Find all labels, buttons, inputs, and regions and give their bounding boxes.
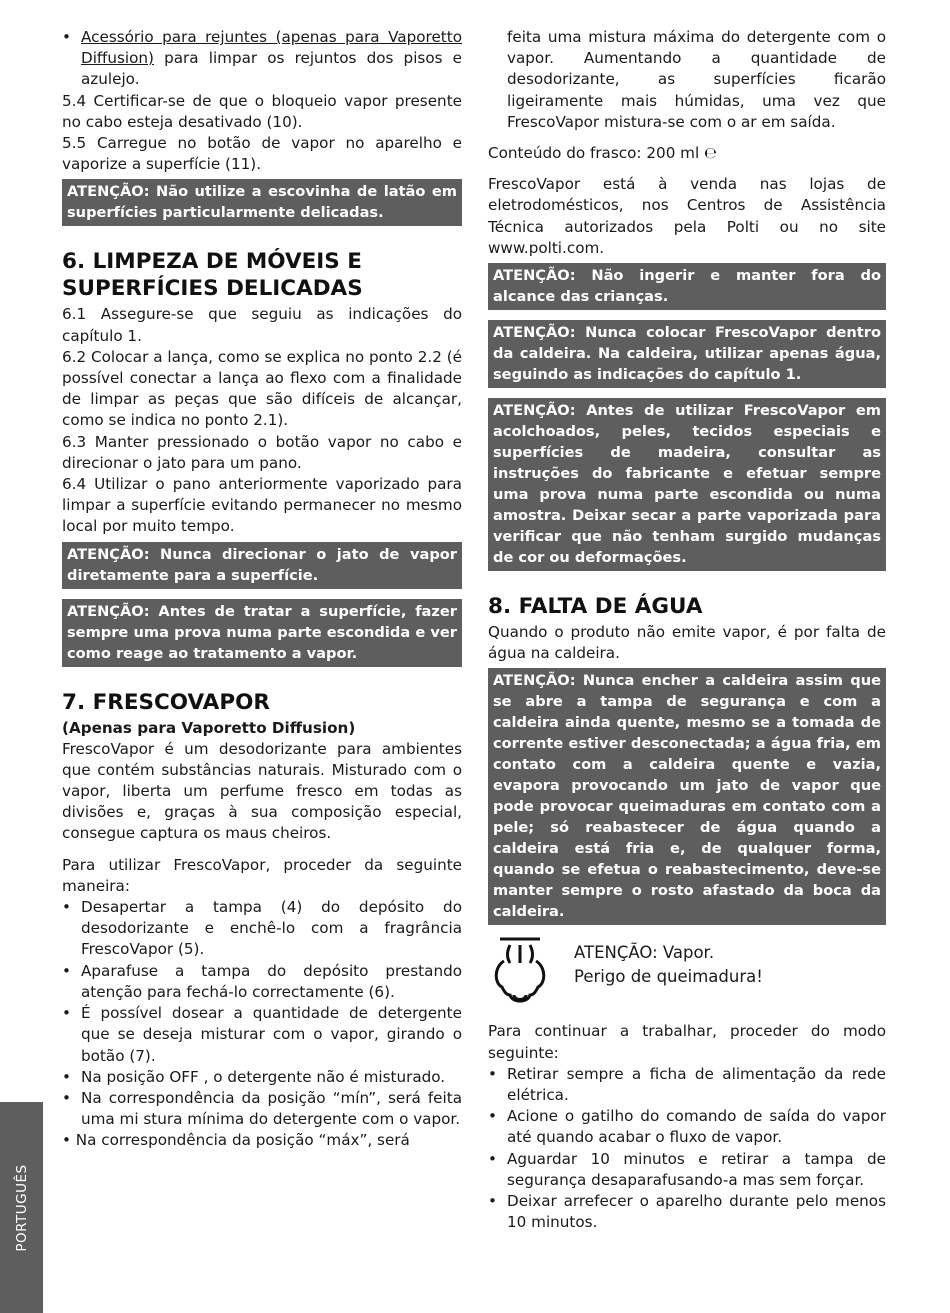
rejuntes-accessory-text: Acessório para rejuntes (apenas para Vaporetto Diffusion)	[81, 28, 462, 68]
bottle-content: Conteúdo do frasco: 200 ml ℮	[488, 144, 717, 163]
section-heading-8: 8. FALTA DE ÁGUA	[488, 594, 703, 620]
list-item: • Na correspondência da posição “mín”, será feita uma mi stura mínima do detergente com o vapor.	[62, 1088, 462, 1129]
warning-box: ATENÇÃO: Antes de tratar a superfície, fazer sempre uma prova numa parte escondida e ver como reage ao tratamento a vapor.	[62, 599, 462, 667]
warning-box: ATENÇÃO: Antes de utilizar FrescoVapor em acolchoados, peles, tecidos especiais e superfícies de madeira, consultar as instruções do fabricante e efetuar sempre uma prova numa parte escondida ou numa amostra. Deixar secar a parte vaporizada para verificar que não tenham surgido mudanças de cor ou deformações.	[488, 398, 886, 571]
steam-warning-text: Perigo de queimadura!	[574, 967, 763, 987]
right-column	[488, 27, 886, 1233]
step-6-4: 6.4 Utilizar o pano anteriormente vaporizado para limpar a superfície evitando permanecer no mesmo local por muito tempo.	[62, 475, 462, 536]
section-subtitle: (Apenas para Vaporetto Diffusion)	[62, 718, 356, 737]
list-item-continued: • Na correspondência da posição “máx”, será	[62, 1131, 410, 1150]
list-item: • Retirar sempre a ficha de alimentação da rede elétrica.	[488, 1064, 886, 1105]
warning-box: ATENÇÃO: Nunca colocar FrescoVapor dentro da caldeira. Na caldeira, utilizar apenas água, seguindo as indicações do capítulo 1.	[488, 320, 886, 388]
frescovapor-availability: FrescoVapor está à venda nas lojas de eletrodomésticos, nos Centros de Assistência Técnica autorizados pela Polti ou no site www.polti.com.	[488, 175, 886, 257]
steam-burn-hazard-icon	[488, 935, 554, 1009]
left-column	[62, 27, 462, 1152]
frescovapor-intro: FrescoVapor é um desodorizante para ambientes que contém substâncias naturais. Misturado com o vapor, liberta um perfume fresco em todas as divisões e, graças à sua composição especial, consegue captura os maus cheiros.	[62, 739, 462, 843]
list-item: • Aparafuse a tampa do depósito prestando atenção para fechá-lo correctamente (6).	[62, 961, 462, 1001]
warning-box: ATENÇÃO: Nunca encher a caldeira assim que se abre a tampa de segurança e com a caldeira ainda quente, mesmo se a tomada de corrente estiver desconectada; a água fria, em contato com a caldeira quente e vazia, evapora provocando um jato de vapor que pode provocar queimaduras em contato com a pele; só reabastecer de água quando a caldeira está fria e, de qualquer forma, quando se efetua o reabastecimento, deve-se manter sempre o rosto afastado da boca da caldeira.	[488, 668, 886, 925]
list-item: • Deixar arrefecer o aparelho durante pelo menos 10 minutos.	[488, 1192, 886, 1232]
steam-warning-title: ATENÇÃO: Vapor.	[574, 943, 715, 963]
language-side-tab	[0, 1102, 43, 1313]
no-water-intro: Quando o produto não emite vapor, é por falta de água na caldeira.	[488, 623, 886, 663]
list-item: • É possível dosear a quantidade de detergente que se deseja misturar com o vapor, girando o botão (7).	[62, 1004, 462, 1065]
list-item-continuation: feita uma mistura máxima do detergente com o vapor. Aumentando a quantidade de desodorizante, as superfícies ficarão ligeiramente mais húmidas, uma vez que FrescoVapor mistura-se com o ar em saída.	[507, 28, 886, 131]
list-item: • Na posição OFF , o detergente não é misturado.	[62, 1067, 446, 1086]
list-item: • Desapertar a tampa (4) do depósito do desodorizante e enchê-lo com a fragrância FrescoVapor (5).	[62, 898, 462, 959]
section-heading-6: 6. LIMPEZA DE MÓVEIS E SUPERFÍCIES DELICADAS	[62, 249, 363, 302]
step-6-3: 6.3 Manter pressionado o botão vapor no cabo e direcionar o jato para um pano.	[62, 432, 462, 472]
list-item: • Acione o gatilho do comando de saída do vapor até quando acabar o fluxo de vapor.	[488, 1107, 886, 1147]
language-label: PORTUGUÊS	[13, 1163, 30, 1252]
list-item: • Aguardar 10 minutos e retirar a tampa de segurança desaparafusando-a mas sem forçar.	[488, 1149, 886, 1189]
step-5-5: 5.5 Carregue no botão de vapor no aparelho e vaporize a superfície (11).	[62, 134, 462, 174]
warning-box: ATENÇÃO: Nunca direcionar o jato de vapor diretamente para a superfície.	[62, 542, 462, 589]
list-item: • Acessório para rejuntes (apenas para Vaporetto Diffusion) para limpar os rejuntos dos pisos e azulejo.	[62, 28, 462, 89]
step-6-2: 6.2 Colocar a lança, como se explica no ponto 2.2 (é possível conectar a lança ao flexo com a finalidade de limpar as peças que são difíceis de alcançar, como se indica no ponto 2.1).	[62, 347, 462, 430]
warning-box: ATENÇÃO: Não utilize a escovinha de latão em superfícies particularmente delicadas.	[62, 179, 462, 226]
step-6-1: 6.1 Assegure-se que seguiu as indicações do capítulo 1.	[62, 305, 462, 345]
continue-work-intro: Para continuar a trabalhar, proceder do modo seguinte:	[488, 1022, 886, 1062]
section-heading-7: 7. FRESCOVAPOR	[62, 689, 270, 715]
step-5-4: 5.4 Certificar-se de que o bloqueio vapor presente no cabo esteja desativado (10).	[62, 91, 462, 131]
frescovapor-usage-intro: Para utilizar FrescoVapor, proceder da seguinte maneira:	[62, 855, 462, 895]
warning-box: ATENÇÃO: Não ingerir e manter fora do alcance das crianças.	[488, 263, 886, 310]
steam-warning	[488, 935, 886, 1009]
